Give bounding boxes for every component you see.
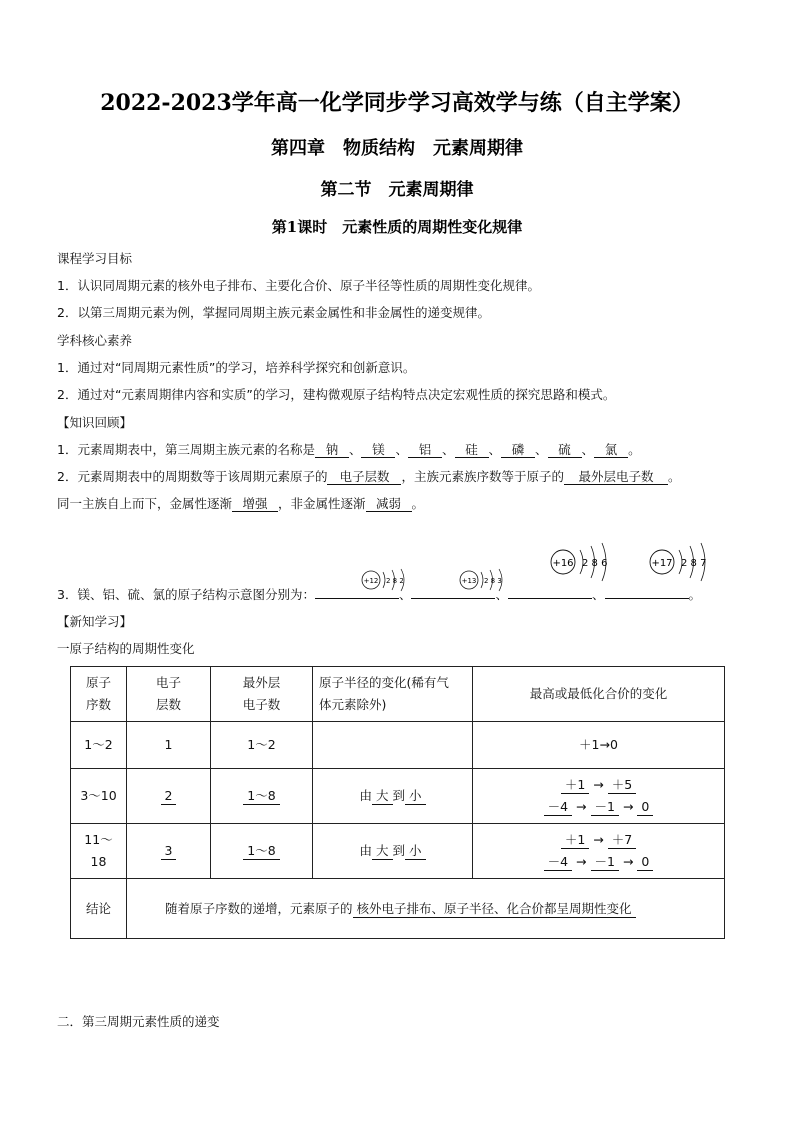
q2-text-b: ，主族元素族序数等于原子的 (401, 469, 564, 484)
cell-valence (473, 824, 725, 879)
atom-shells: 2 8 2 (386, 577, 404, 585)
goal-item-1: 1．认识同周期元素的核外电子排布、主要化合价、原子半径等性质的周期性变化规律。 (57, 278, 540, 293)
atom-diagram-cl (647, 538, 727, 590)
arrow: → (576, 799, 587, 814)
review-q2-line1 (57, 468, 681, 486)
main-title: 2022-2023学年高一化学同步学习高效学与练（自主学案） (100, 90, 694, 116)
header-text: 层数 (155, 697, 181, 712)
answer: 1～8 (243, 843, 279, 860)
answer: ＋1 (561, 777, 589, 794)
cell-range: 3～10 (71, 769, 127, 824)
q1-answer-2: 镁 (361, 442, 395, 458)
q2-answer-2: 最外层电子数 (564, 469, 668, 485)
answer: －1 (591, 854, 619, 871)
conclusion-row (71, 879, 725, 939)
q3-blank-3 (508, 598, 592, 599)
header-cell (473, 667, 725, 722)
answer: －1 (591, 799, 619, 816)
q1-answer-4: 硅 (455, 442, 489, 458)
cell-range: 1～2 (71, 722, 127, 769)
answer: 小 (405, 788, 426, 805)
header-text: 原子 (85, 675, 111, 690)
header-text: 最外层 (242, 675, 281, 690)
chapter-title: 第四章 物质结构 元素周期律 (271, 138, 523, 159)
header-text: 序数 (85, 697, 111, 712)
table-row (71, 824, 725, 879)
periodic-table-summary (70, 666, 725, 939)
cell-radius (313, 722, 473, 769)
sep: 、 (581, 442, 595, 457)
sep: 、 (395, 442, 408, 457)
answer: －4 (544, 799, 572, 816)
table-header-row (71, 667, 725, 722)
arrow: → (593, 832, 604, 847)
conclusion-cell (127, 879, 725, 939)
end-mark: 。 (667, 469, 681, 484)
atom-nucleus: +16 (552, 558, 574, 569)
arrow: → (576, 854, 587, 869)
atom-nucleus: +13 (461, 577, 477, 585)
arrow: → (622, 854, 634, 869)
review-q2-line2 (57, 495, 424, 513)
cell-valence: ＋1→0 (473, 722, 725, 769)
answer: ＋5 (608, 777, 636, 794)
q3-prefix: 3．镁、铝、硫、氯的原子结构示意图分别为： (57, 587, 315, 602)
literacy-item-2: 2．通过对“元素周期律内容和实质”的学习，建构微观原子结构特点决定宏观性质的探究思路和模式。 (57, 387, 616, 402)
conclusion-answer: 核外电子排布、原子半径、化合价都呈周期性变化 (353, 901, 636, 918)
arrow: → (593, 777, 604, 792)
q1-answer-6: 硫 (548, 442, 582, 458)
atom-nucleus: +17 (651, 558, 673, 569)
literacy-item-1: 1．通过对“同周期元素性质”的学习，培养科学探究和创新意识。 (57, 360, 416, 375)
q1-prefix: 1．元素周期表中，第三周期主族元素的名称是 (57, 442, 315, 457)
atom-nucleus: +12 (363, 577, 379, 585)
q2-text-a: 2．元素周期表中的周期数等于该周期元素原子的 (57, 469, 328, 484)
answer: 2 (161, 788, 177, 805)
text: 由 (359, 843, 372, 858)
cell-layers (127, 824, 211, 879)
answer: 3 (161, 843, 177, 860)
review-q3 (57, 586, 701, 604)
q2-text-d: ，非金属性逐渐 (278, 496, 366, 511)
cell-outer: 1～2 (211, 722, 313, 769)
text: 由 (359, 788, 372, 803)
answer: －4 (544, 854, 572, 871)
header-text: 原子半径的变化(稀有气 (319, 675, 449, 690)
q2-answer-4: 减弱 (366, 496, 412, 512)
answer: 0 (637, 854, 653, 871)
q3-blank-2 (411, 598, 495, 599)
cell-outer (211, 769, 313, 824)
answer: 0 (637, 799, 653, 816)
sep: 、 (398, 587, 412, 602)
table-row (71, 769, 725, 824)
conclusion-label: 结论 (71, 879, 127, 939)
lesson-title: 第1课时 元素性质的周期性变化规律 (271, 218, 523, 236)
part2-title: 二．第三周期元素性质的递变 (57, 1014, 220, 1029)
conclusion-text: 随着原子序数的递增，元素原子的 (165, 900, 353, 916)
answer: ＋1 (561, 832, 589, 849)
text: 到 (392, 843, 406, 858)
goal-item-2: 2．以第三周期元素为例，掌握同周期主族元素金属性和非金属性的递变规律。 (57, 305, 490, 320)
header-text: 电子数 (242, 697, 281, 712)
q3-blank-1 (315, 598, 399, 599)
goals-heading: 课程学习目标 (57, 251, 133, 266)
header-cell (71, 667, 127, 722)
part1-title: 一原子结构的周期性变化 (57, 641, 195, 656)
header-text: 体元素除外) (319, 697, 387, 712)
sep: 、 (495, 587, 508, 602)
header-text: 电子 (155, 675, 181, 690)
sep: 、 (348, 442, 362, 457)
header-cell (211, 667, 313, 722)
atom-shells: 2 8 3 (484, 577, 502, 585)
text: 18 (90, 854, 107, 869)
end-mark: 。 (411, 496, 425, 511)
sep: 、 (592, 587, 605, 602)
literacy-heading: 学科核心素养 (57, 333, 133, 348)
answer: ＋7 (608, 832, 636, 849)
end-mark: 。 (628, 442, 641, 457)
atom-shells: 2 8 7 (681, 558, 707, 569)
end-mark: 。 (688, 587, 702, 602)
cell-range (71, 824, 127, 879)
q1-answer-7: 氯 (594, 442, 628, 458)
header-cell (127, 667, 211, 722)
atom-shells: 2 8 6 (582, 558, 608, 569)
new-learning-heading: 【新知学习】 (57, 614, 133, 629)
atom-diagram-s (548, 538, 628, 590)
cell-outer (211, 824, 313, 879)
sep: 、 (535, 442, 548, 457)
sep: 、 (442, 442, 455, 457)
answer: 大 (372, 843, 393, 860)
q3-blank-4 (605, 598, 689, 599)
q2-answer-1: 电子层数 (327, 469, 401, 485)
q2-text-c: 同一主族自上而下，金属性逐渐 (57, 496, 233, 511)
arrow: → (622, 799, 634, 814)
review-heading: 【知识回顾】 (57, 415, 133, 430)
answer: 大 (372, 788, 393, 805)
sep: 、 (488, 442, 502, 457)
text: 到 (392, 788, 406, 803)
header-cell (313, 667, 473, 722)
text: 11～ (84, 832, 113, 847)
cell-layers: 1 (127, 722, 211, 769)
answer: 1～8 (243, 788, 279, 805)
cell-radius (313, 824, 473, 879)
q2-answer-3: 增强 (232, 496, 278, 512)
table-row (71, 722, 725, 769)
q1-answer-5: 磷 (501, 442, 535, 458)
cell-layers (127, 769, 211, 824)
section-title: 第二节 元素周期律 (320, 180, 474, 200)
q1-answer-1: 钠 (315, 442, 349, 458)
answer: 小 (405, 843, 426, 860)
review-q1 (57, 441, 641, 459)
q1-answer-3: 铝 (408, 442, 442, 458)
cell-valence (473, 769, 725, 824)
cell-radius (313, 769, 473, 824)
header-text: 最高或最低化合价的变化 (529, 686, 668, 701)
